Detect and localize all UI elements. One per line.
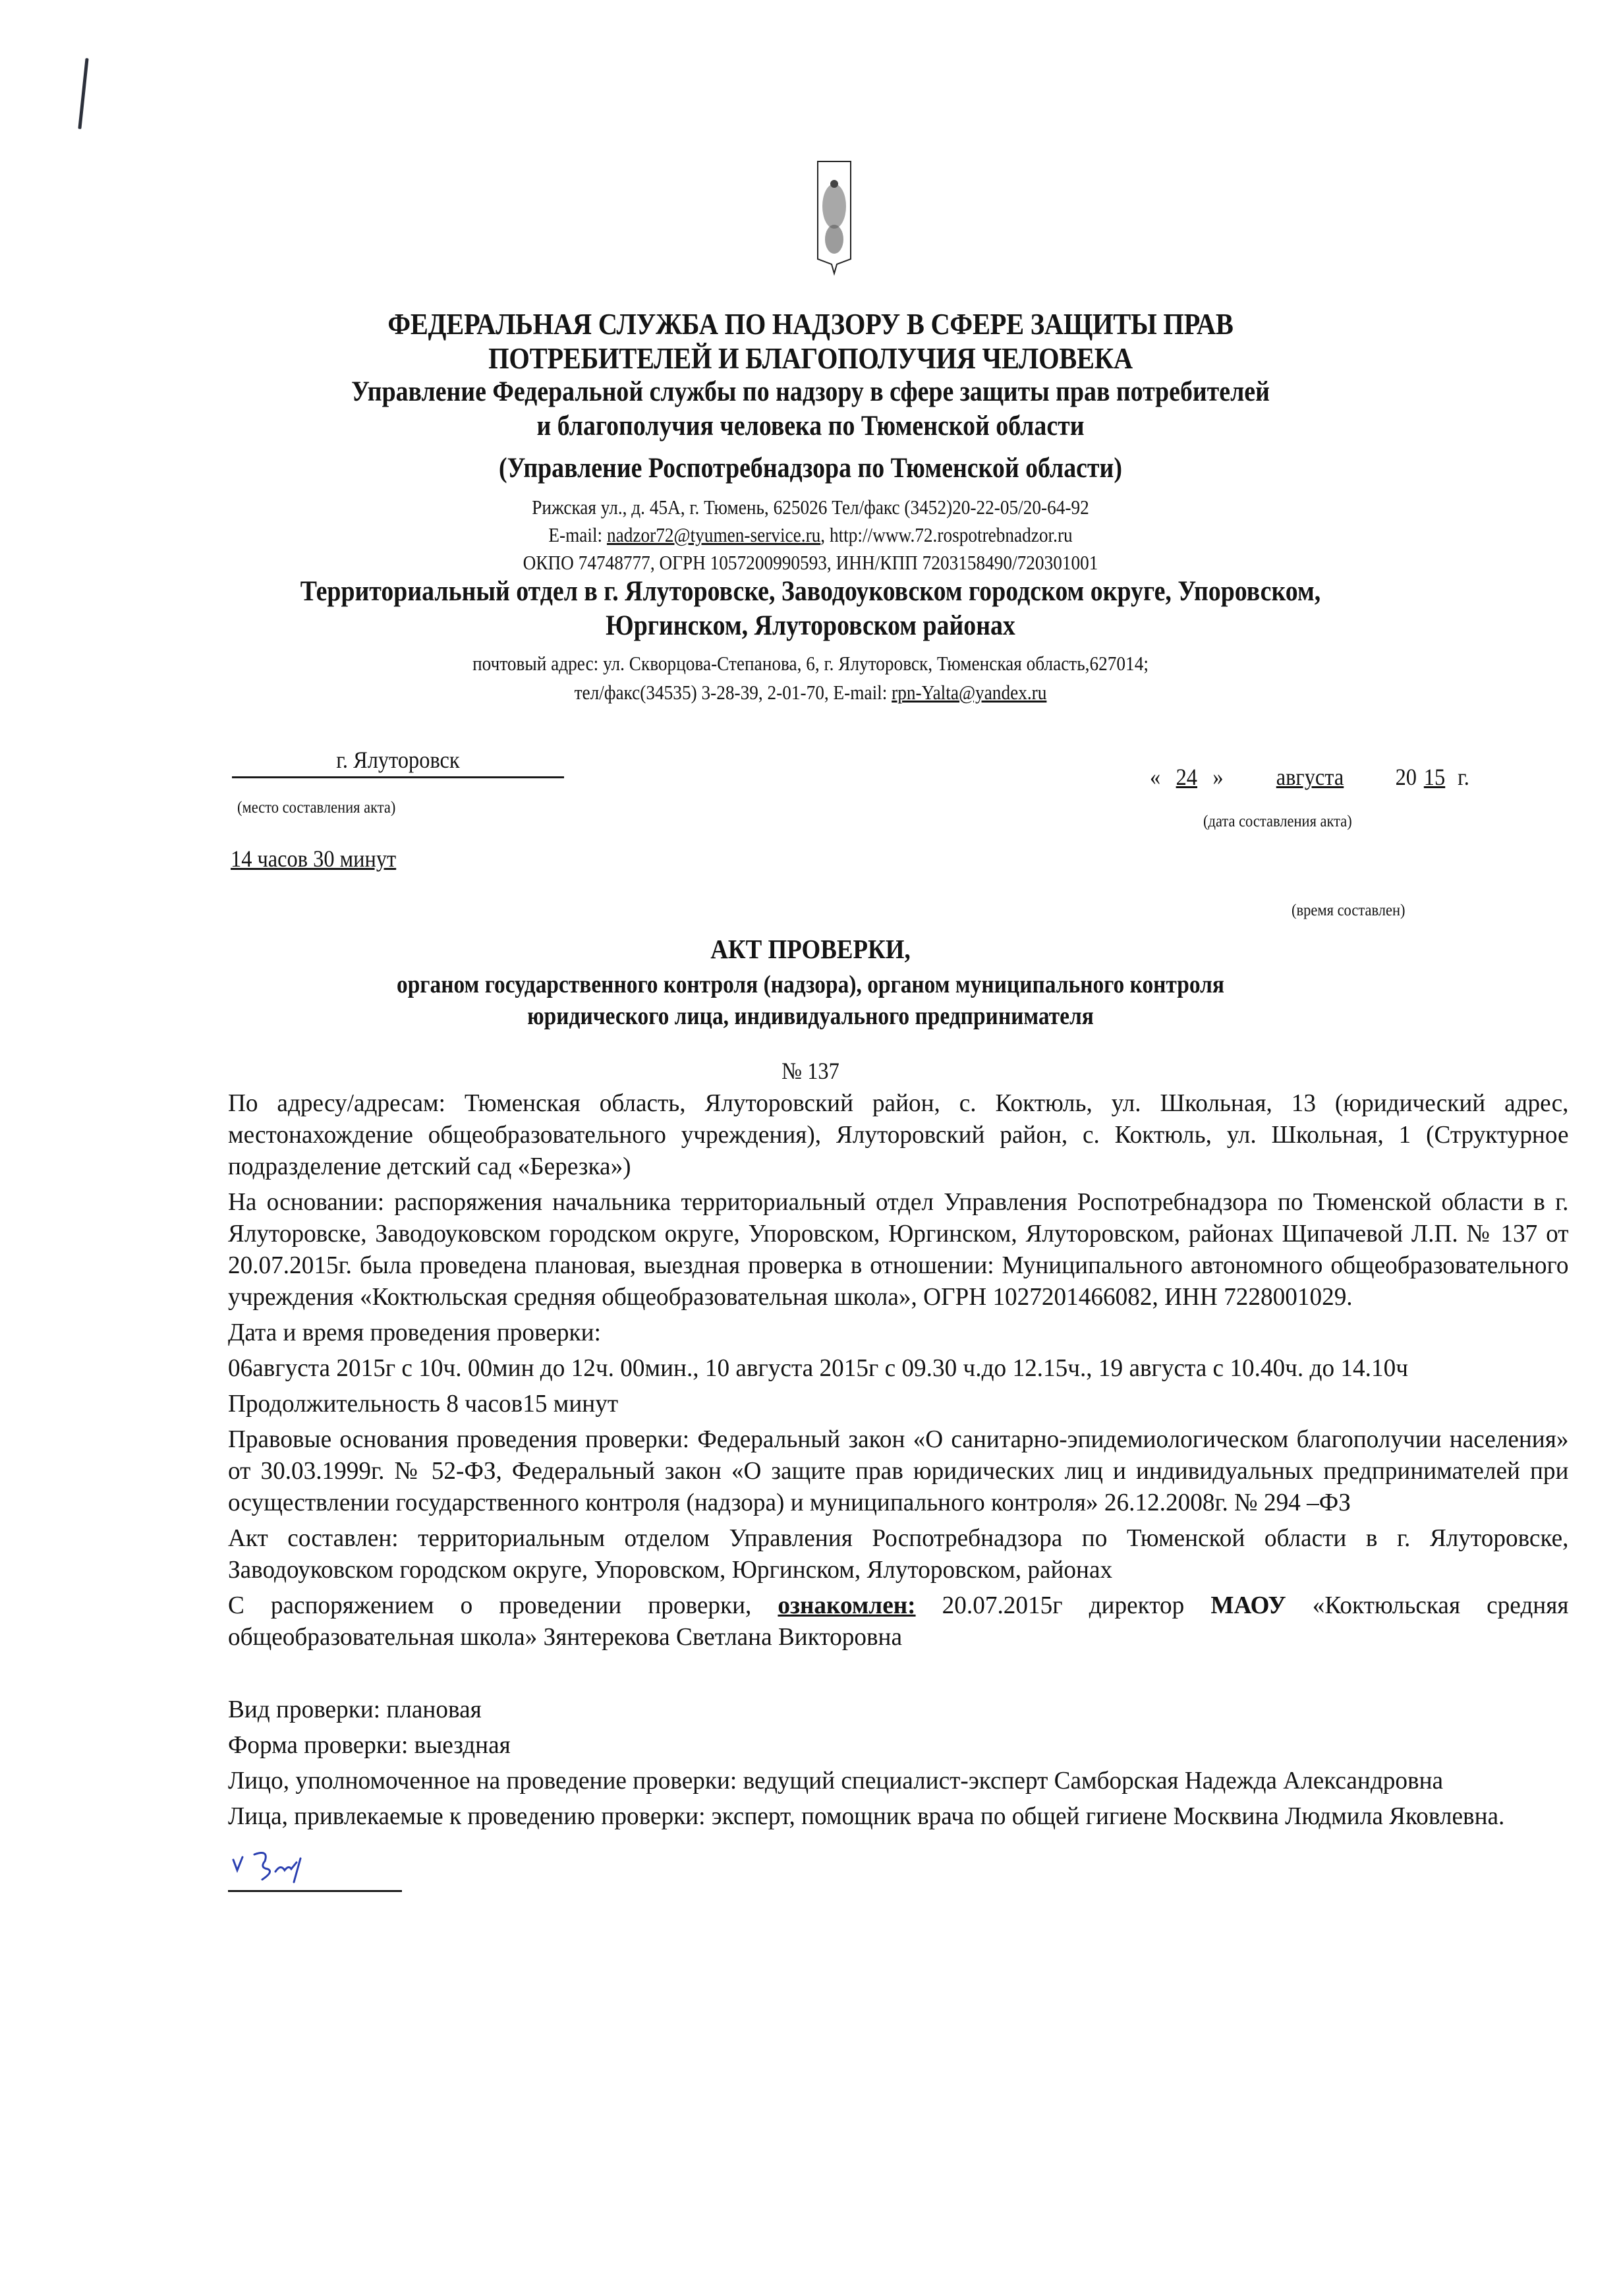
date-field — [1150, 763, 1469, 791]
phone-label: тел/факс(34535) 3-28-39, 2-01-70, E-mail: — [574, 681, 892, 704]
time-caption: (время составлен) — [1292, 902, 1406, 919]
inspection-address: По адресу/адресам: Тюменская область, Ялуторовский район, с. Коктюль, ул. Школьная, 13 (юридический адрес, местонахождение общеобразовательного учреждения), Ялуторовский район, с. Коктюль, ул. Школьная, 1 (Структурное подразделение детский сад «Березка») — [228, 1089, 1569, 1180]
inspection-form: Форма проверки: выездная — [228, 1731, 511, 1759]
familiarized-org: МАОУ — [1210, 1592, 1286, 1619]
director-signature — [228, 1845, 393, 1885]
familiarization — [228, 1590, 1568, 1653]
date-year-prefix: 20 — [1395, 764, 1417, 790]
act-title: АКТ ПРОВЕРКИ, — [710, 934, 911, 964]
act-number: № 137 — [781, 1058, 839, 1084]
date-caption: (дата составления акта) — [1203, 813, 1352, 830]
act-subtitle-line2: юридического лица, индивидуального предпринимателя — [527, 1002, 1094, 1030]
familiarized-date: 20.07.2015г директор — [915, 1592, 1211, 1619]
department-codes: ОКПО 74748777, ОГРН 1057200990593, ИНН/КПП 7203158490/720301001 — [523, 551, 1098, 574]
territorial-title-line2: Юргинском, Ялуторовском районах — [606, 610, 1015, 641]
date-day: 24 — [1176, 764, 1197, 790]
department-title-line3: (Управление Роспотребнадзора по Тюменской области) — [499, 453, 1122, 484]
quote-open: « — [1150, 764, 1161, 790]
authorized-person: Лицо, уполномоченное на проведение проверки: ведущий специалист-эксперт Самборская Надежда Александровна — [228, 1767, 1444, 1794]
familiarized-director: «Коктюльская средняя общеобразовательная школа» Зянтерекова Светлана Викторовна — [228, 1592, 1569, 1651]
time-field: 14 часов 30 минут — [231, 846, 397, 872]
department-address: Рижская ул., д. 45А, г. Тюмень, 625026 Тел/факс (3452)20-22-05/20-64-92 — [532, 496, 1089, 519]
compiled-by: Акт составлен: территориальным отделом Управления Роспотребнадзора по Тюменской области в г. Ялуторовске, Заводоуковском городском округе, Упоровском, Юргинском, Ялуторовском, районах — [228, 1524, 1569, 1584]
department-title-line2: и благополучия человека по Тюменской области — [536, 411, 1085, 442]
date-year-suffix: 15 — [1423, 764, 1446, 790]
inspection-basis: На основании: распоряжения начальника территориальный отдел Управления Роспотребнадзора по Тюменской области в г. Ялуторовске, Заводоуковском городском округе, Упоровском, Юргинском, Ялуторовском, районах Щипачевой Л.П. № 137 от 20.07.2015г. была проведена плановая, выездная проверка в отношении: Муниципального автономного общеобразовательного учреждения «Коктюльская средняя общеобразовательная школа», ОГРН 1027201466082, ИНН 7228001029. — [228, 1188, 1569, 1311]
inspection-datetime-value: 06августа 2015г с 10ч. 00мин до 12ч. 00мин., 10 августа 2015г с 09.30 ч.до 12.15ч., 19 августа с 10.40ч. до 14.10ч — [228, 1354, 1408, 1382]
place-caption: (место составления акта) — [237, 799, 396, 817]
involved-persons: Лица, привлекаемые к проведению проверки: эксперт, помощник врача по общей гигиене Москвина Людмила Яковлевна. — [228, 1802, 1505, 1830]
department-title-line1: Управление Федеральной службы по надзору в сфере защиты прав потребителей — [351, 376, 1270, 407]
department-email-link[interactable]: nadzor72@tyumen-service.ru — [606, 523, 821, 546]
date-month: августа — [1276, 764, 1344, 790]
signature-line — [228, 1890, 402, 1892]
quote-close: » — [1212, 764, 1224, 790]
familiarized-word: ознакомлен: — [778, 1592, 916, 1619]
agency-title-line1: ФЕДЕРАЛЬНАЯ СЛУЖБА ПО НАДЗОРУ В СФЕРЕ ЗАЩИТЫ ПРАВ — [387, 308, 1234, 341]
territorial-contacts — [271, 678, 1350, 706]
place-field: г. Ялуторовск — [232, 746, 564, 778]
inspection-duration: Продолжительность 8 часов15 минут — [228, 1390, 619, 1418]
inspection-type: Вид проверки: плановая — [228, 1696, 482, 1723]
territorial-title-line1: Территориальный отдел в г. Ялуторовске, Заводоуковском городском округе, Упоровском, — [300, 576, 1321, 607]
email-label: E-mail: — [548, 523, 607, 546]
agency-title-line2: ПОТРЕБИТЕЛЕЙ И БЛАГОПОЛУЧИЯ ЧЕЛОВЕКА — [488, 342, 1133, 375]
staple-mark — [78, 58, 88, 129]
familiarized-prefix: С распоряжением о проведении проверки, — [228, 1592, 778, 1619]
legal-basis: Правовые основания проведения проверки: Федеральный закон «О санитарно-эпидемиологическом благополучии населения» от 30.03.1999г. № 52-ФЗ, Федеральный закон «О защите прав юридических лиц и индивидуальных предпринимателей при осуществлении государственного контроля (надзора) и муниципального контроля» 26.12.2008г. № 294 –ФЗ — [228, 1425, 1569, 1516]
website-link[interactable]: , http://www.72.rospotrebnadzor.ru — [820, 523, 1073, 546]
coat-of-arms-icon — [816, 160, 853, 292]
act-subtitle-line1: органом государственного контроля (надзора), органом муниципального контроля — [396, 971, 1225, 998]
territorial-email-link[interactable]: rpn-Yalta@yandex.ru — [892, 681, 1047, 704]
inspection-datetime-label: Дата и время проведения проверки: — [228, 1319, 601, 1346]
date-year-g: г. — [1458, 764, 1469, 790]
department-contacts — [271, 521, 1350, 549]
act-body — [228, 1087, 1568, 1832]
territorial-postal-address: почтовый адрес: ул. Скворцова-Степанова, 6, г. Ялуторовск, Тюменская область,627014; — [472, 652, 1149, 675]
